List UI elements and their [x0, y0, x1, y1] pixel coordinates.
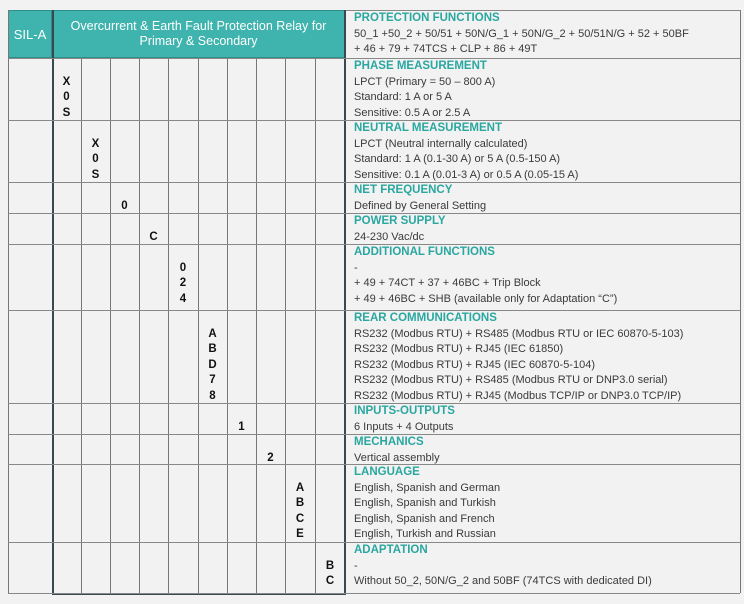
option-code: C [325, 575, 335, 587]
option-code: C [149, 230, 158, 243]
section-heading: MECHANICS [354, 436, 424, 448]
section-heading: ADDITIONAL FUNCTIONS [354, 246, 495, 258]
grid-column-line [285, 58, 286, 593]
section-description [354, 435, 739, 466]
option-description: + 49 + 74CT + 37 + 46BC + Trip Block [354, 277, 541, 289]
option-code: A [295, 481, 305, 494]
option-description: English, Spanish and French [354, 512, 495, 525]
section-heading: POWER SUPPLY [354, 215, 446, 227]
option-code: 0 [179, 261, 187, 274]
option-code: 8 [209, 389, 216, 402]
section-description [354, 121, 739, 183]
option-description: Vertical assembly [354, 451, 440, 464]
grid-column-line [110, 58, 111, 593]
option-description: LPCT (Neutral internally calculated) [354, 137, 528, 150]
grid-column-line [227, 58, 228, 593]
option-code: 2 [267, 451, 274, 464]
option-description: - [354, 261, 358, 274]
option-description: RS232 (Modbus RTU) + RS485 (Modbus RTU or IEC 60870-5-103) [354, 327, 684, 340]
option-code: X [91, 137, 100, 150]
option-description: Standard: 1 A (0.1-30 A) or 5 A (0.5-150 A) [354, 153, 561, 165]
option-description: + 46 + 79 + 74TCS + CLP + 86 + 49T [354, 43, 538, 55]
grid-column-line [81, 58, 82, 593]
option-description: RS232 (Modbus RTU) + RJ45 (IEC 60870-5-104) [354, 358, 595, 371]
section-heading: ADAPTATION [354, 544, 428, 556]
section-heading: PROTECTION FUNCTIONS [354, 12, 500, 24]
code-block-border [52, 10, 54, 594]
option-description: RS232 (Modbus RTU) + RJ45 (IEC 61850) [354, 343, 564, 355]
grid-row-line [8, 593, 740, 594]
option-description: 50_1 +50_2 + 50/51 + 50N/G_1 + 50N/G_2 + 50/51N/G + 52 + 50BF [354, 27, 689, 40]
option-code: 7 [209, 374, 216, 386]
option-code: S [62, 106, 71, 119]
option-description: English, Spanish and Turkish [354, 497, 496, 509]
grid-column-line [256, 58, 257, 593]
grid-column-line [198, 58, 199, 593]
option-description: Sensitive: 0.1 A (0.01-3 A) or 0.5 A (0.05-15 A) [354, 168, 579, 181]
option-description: Without 50_2, 50N/G_2 and 50BF (74TCS with dedicated DI) [354, 575, 652, 587]
option-description: RS232 (Modbus RTU) + RJ45 (Modbus TCP/IP or DNP3.0 TCP/IP) [354, 389, 682, 402]
option-code: 0 [121, 199, 128, 212]
section-heading: PHASE MEASUREMENT [354, 60, 487, 72]
option-code: 0 [63, 91, 70, 103]
table-title: Overcurrent & Earth Fault Protection Relay for Primary & Secondary [52, 10, 345, 58]
grid-column-line [740, 10, 741, 593]
section-description [354, 404, 739, 435]
section-heading: LANGUAGE [354, 466, 420, 478]
option-code: 2 [179, 277, 187, 289]
option-code: 0 [92, 153, 99, 165]
option-code: 4 [179, 292, 187, 305]
option-description: Defined by General Setting [354, 199, 487, 212]
option-description: - [354, 559, 358, 572]
section-description [354, 59, 739, 121]
option-description: Standard: 1 A or 5 A [354, 91, 452, 103]
option-description: English, Spanish and German [354, 481, 501, 494]
option-code: B [295, 497, 305, 509]
section-description [354, 245, 739, 307]
code-block-border [344, 10, 346, 594]
section-description [354, 183, 739, 214]
option-code: 1 [238, 420, 245, 433]
option-code: E [296, 528, 304, 540]
option-code: A [208, 327, 217, 340]
section-heading: REAR COMMUNICATIONS [354, 312, 497, 324]
grid-column-line [168, 58, 169, 593]
section-description [354, 543, 739, 590]
section-description [354, 311, 739, 404]
section-heading: NET FREQUENCY [354, 184, 453, 196]
option-description: LPCT (Primary = 50 – 800 A) [354, 75, 496, 88]
section-description [354, 465, 739, 543]
grid-column-line [8, 10, 9, 593]
grid-column-line [139, 58, 140, 593]
option-description: RS232 (Modbus RTU) + RS485 (Modbus RTU or DNP3.0 serial) [354, 374, 668, 386]
option-code: B [325, 559, 335, 572]
grid-column-line [315, 58, 316, 593]
section-description [354, 214, 739, 245]
section-description [354, 11, 739, 58]
option-code: C [295, 512, 305, 525]
option-description: + 49 + 46BC + SHB (available only for Adaptation “C”) [354, 292, 618, 305]
option-code: X [62, 75, 71, 88]
section-heading: INPUTS-OUTPUTS [354, 405, 455, 417]
option-description: English, Turkish and Russian [354, 528, 496, 540]
option-description: Sensitive: 0.5 A or 2.5 A [354, 106, 471, 119]
option-description: 6 Inputs + 4 Outputs [354, 420, 454, 433]
option-code: D [208, 358, 217, 371]
section-heading: NEUTRAL MEASUREMENT [354, 122, 503, 134]
option-description: 24-230 Vac/dc [354, 230, 425, 243]
option-code: S [91, 168, 100, 181]
sil-label: SIL-A [8, 10, 52, 58]
option-code: B [208, 343, 217, 355]
